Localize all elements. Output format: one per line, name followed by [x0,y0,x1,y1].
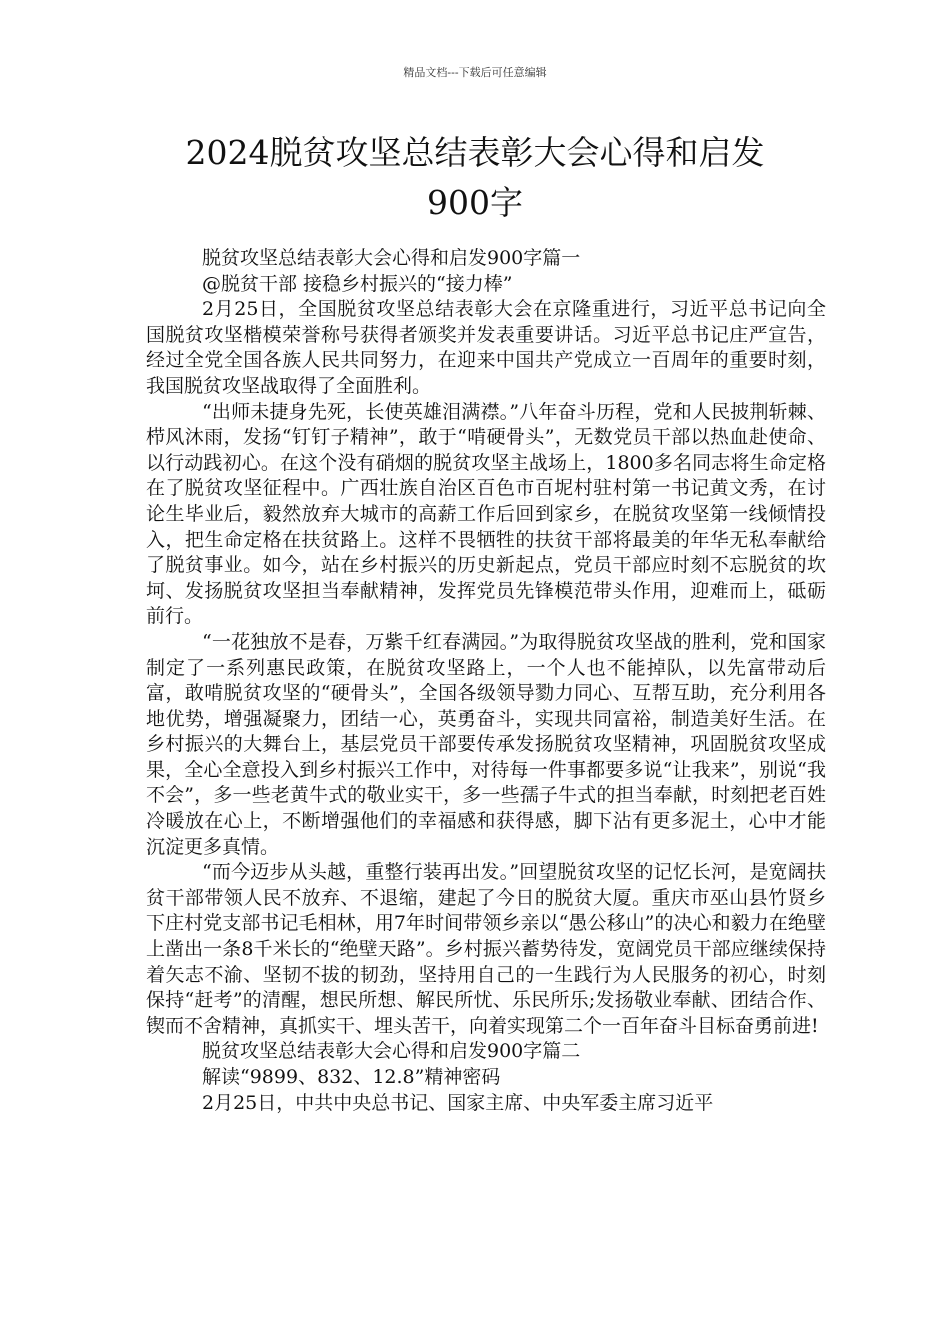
section-heading: 脱贫攻坚总结表彰大会心得和启发900字篇一 [202,247,581,269]
title-line-2: 900字 [427,183,523,222]
document-title [100,128,850,228]
body-paragraph: “一花独放不是春，万紫千红春满园。”为取得脱贫攻坚战的胜利，党和国家制定了一系列惠民政策，在脱贫攻坚路上，一个人也不能掉队，以先富带动后富，敢啃脱贫攻坚的“硬骨头”，全国各级领导勠力同心、互帮互助，充分利用各地优势，增强凝聚力，团结一心，英勇奋斗，实现共同富裕，制造美好生活。在乡村振兴的大舞台上，基层党员干部要传承发扬脱贫攻坚精神，巩固脱贫攻坚成果，全心全意投入到乡村振兴工作中，对待每一件事都要多说“让我来”，别说“我不会”，多一些老黄牛式的敬业实干，多一些孺子牛式的担当奉献，时刻把老百姓冷暖放在心上，不断增强他们的幸福感和获得感，脚下沾有更多泥土，心中才能沉淀更多真情。 [146,630,826,858]
document-body [146,246,826,1116]
page-header-note: 精品文档---下载后可任意编辑 [403,66,547,79]
section-subtitle: 解读“9899、832、12.8”精神密码 [202,1066,501,1088]
body-paragraph: 2月25日，全国脱贫攻坚总结表彰大会在京隆重进行，习近平总书记向全国脱贫攻坚楷模荣誉称号获得者颁奖并发表重要讲话。习近平总书记庄严宣告，经过全党全国各族人民共同努力，在迎来中国共产党成立一百周年的重要时刻，我国脱贫攻坚战取得了全面胜利。 [146,298,826,397]
body-paragraph: “出师未捷身先死，长使英雄泪满襟。”八年奋斗历程，党和人民披荆斩棘、栉风沐雨，发扬“钉钉子精神”，敢于“啃硬骨头”，无数党员干部以热血赴使命、以行动践初心。在这个没有硝烟的脱贫攻坚主战场上，1800多名同志将生命定格在了脱贫攻坚征程中。广西壮族自治区百色市百坭村驻村第一书记黄文秀，在讨论生毕业后，毅然放弃大城市的高薪工作后回到家乡，在脱贫攻坚第一线倾情投入，把生命定格在扶贫路上。这样不畏牺牲的扶贫干部将最美的年华无私奉献给了脱贫事业。如今，站在乡村振兴的历史新起点，党员干部应时刻不忘脱贫的坎坷、发扬脱贫攻坚担当奉献精神，发挥党员先锋模范带头作用，迎难而上，砥砺前行。 [146,400,826,628]
body-paragraph: “而今迈步从头越，重整行装再出发。”回望脱贫攻坚的记忆长河，是宽阔扶贫干部带领人民不放弃、不退缩，建起了今日的脱贫大厦。重庆市巫山县竹贤乡下庄村党支部书记毛相林，用7年时间带领乡亲以“愚公移山”的决心和毅力在绝壁上凿出一条8千米长的“绝壁天路”。乡村振兴蓄势待发，宽阔党员干部应继续保持着矢志不渝、坚韧不拔的韧劲，坚持用自己的一生践行为人民服务的初心，时刻保持“赶考”的清醒，想民所想、解民所忧、乐民所乐;发扬敬业奉献、团结合作、锲而不舍精神，真抓实干、埋头苦干，向着实现第二个一百年奋斗目标奋勇前进! [146,861,826,1037]
body-paragraph: 2月25日，中共中央总书记、国家主席、中央军委主席习近平 [202,1091,714,1114]
title-line-1: 2024脱贫攻坚总结表彰大会心得和启发 [185,133,765,172]
section-heading: 脱贫攻坚总结表彰大会心得和启发900字篇二 [202,1040,581,1063]
section-subtitle: @脱贫干部 接稳乡村振兴的“接力棒” [202,272,513,295]
